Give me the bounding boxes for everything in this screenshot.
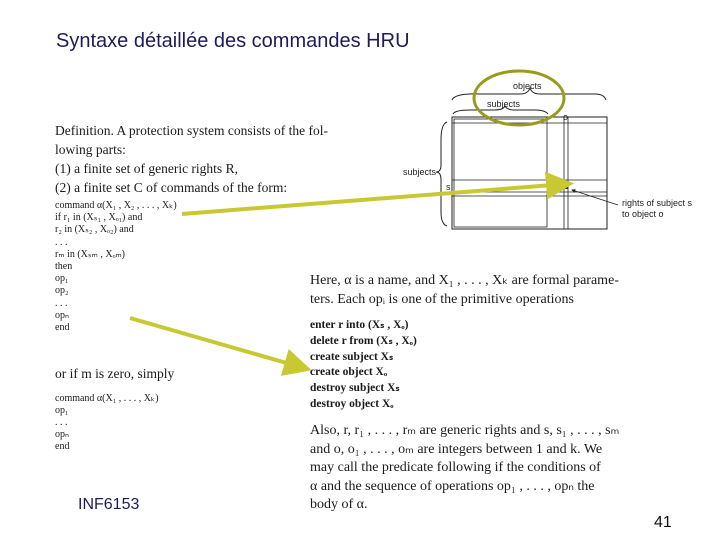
- explanation-line: ters. Each opᵢ is one of the primitive operations: [310, 292, 574, 307]
- also-line: body of α.: [310, 497, 368, 512]
- access-matrix-diagram: [403, 81, 693, 229]
- command-line: end: [55, 441, 70, 452]
- also-line: α and the sequence of operations op₁ , . . . , opₙ the: [310, 478, 595, 494]
- command-line: rₘ in (Xₛₘ , Xₒₘ): [55, 248, 126, 260]
- command-line: . . .: [55, 236, 68, 248]
- arrow-ops-to-primitives: [130, 318, 304, 368]
- command-line: if r₁ in (Xₛ₁ , Xₒ₁) and: [55, 212, 143, 224]
- label-subjects-side: subjects: [403, 167, 437, 177]
- command-line: command α(X₁ , X₂ , . . . , Xₖ): [55, 200, 177, 211]
- operation-item: delete r from (Xₛ , Xₒ): [310, 334, 417, 347]
- command-line: op₂: [55, 285, 69, 297]
- cell-caption-line1: rights of subject s: [622, 198, 693, 208]
- label-objects: objects: [513, 81, 542, 91]
- subject-block: [454, 119, 547, 227]
- definition-line: (2) a finite set C of commands of the form:: [55, 180, 288, 195]
- definition-line: lowing parts:: [55, 142, 126, 157]
- command-line: opₙ: [55, 309, 69, 321]
- page-number: 41: [654, 514, 672, 531]
- also-line: may call the predicate following if the conditions of: [310, 460, 601, 475]
- definition-line: Definition. A protection system consists of the fol-: [55, 123, 328, 138]
- explanation-line: Here, α is a name, and X₁ , . . . , Xₖ are formal parame-: [310, 273, 619, 288]
- command-line: command α(X₁ , . . . , Xₖ): [55, 393, 159, 404]
- label-s: s: [446, 182, 451, 192]
- cell-caption-line2: to object o: [622, 209, 664, 219]
- command-line: r₂ in (Xₛ₂ , Xₒ₂) and: [55, 224, 134, 236]
- also-line: Also, r, r₁ , . . . , rₘ are generic rights and s, s₁ , . . . , sₘ: [310, 423, 620, 438]
- command-line: then: [55, 260, 73, 272]
- definition-line: (1) a finite set of generic rights R,: [55, 161, 238, 176]
- operation-item: destroy object Xₒ: [310, 397, 394, 410]
- operation-item: create object Xₒ: [310, 366, 388, 379]
- operation-item: create subject Xₛ: [310, 350, 394, 363]
- also-line: and o, o₁ , . . . , oₘ are integers between 1 and k. We: [310, 441, 603, 457]
- course-code: INF6153: [78, 496, 140, 513]
- command-line: . . .: [55, 417, 68, 428]
- operation-item: enter r into (Xₛ , Xₒ): [310, 319, 409, 331]
- slide-title: Syntaxe détaillée des commandes HRU: [56, 30, 410, 52]
- command-line: op₁: [55, 405, 69, 416]
- arrow-condition-to-cell: [182, 184, 566, 214]
- command-line: op₁: [55, 273, 69, 285]
- command-line: end: [55, 321, 70, 333]
- command-line: . . .: [55, 297, 68, 309]
- command-line: opₙ: [55, 429, 69, 440]
- label-subjects-top: subjects: [487, 99, 521, 109]
- operation-item: destroy subject Xₛ: [310, 382, 400, 395]
- label-o: o: [563, 112, 569, 122]
- matrix-outline: [452, 117, 607, 229]
- left-subjects-brace: [436, 122, 447, 226]
- or-if-line: or if m is zero, simply: [55, 366, 175, 381]
